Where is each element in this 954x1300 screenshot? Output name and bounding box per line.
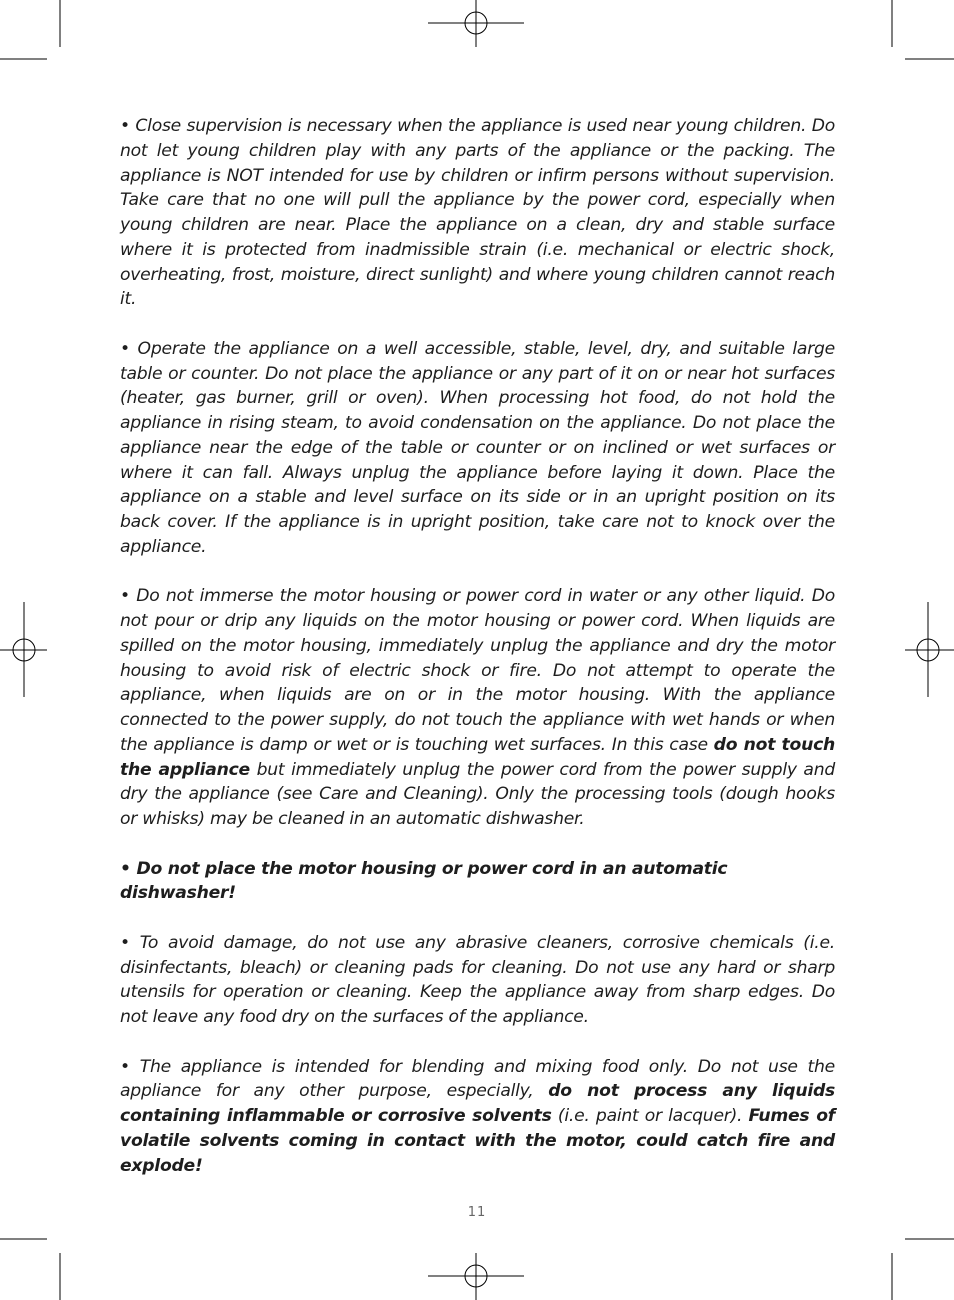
paragraph-dishwasher-warning bbox=[120, 857, 835, 907]
paragraph-liquids bbox=[120, 584, 835, 832]
paragraph-text: • Do not immerse the motor housing or power cord in water or any other liquid. Do not pour or drip any liquids on the motor housing or power cord. When liquids are spilled on the motor housing, immediately unplug the appliance and dry the motor housing to avoid risk of electric shock or fire. Do not attempt to operate the appliance, when liquids are on or in the motor housing. With the appliance connected to the power supply, do not touch the appliance with wet hands or when the appliance is damp or wet or is touching wet surfaces. In this case bbox=[120, 586, 835, 755]
registration-mark-right bbox=[905, 602, 954, 697]
paragraph-text: but immediately unplug the power cord from the power supply and dry the appliance (see Care and Cleaning). Only the processing tools (dough hooks or whisks) may be cleaned in an automatic dishwasher. bbox=[120, 759, 836, 829]
page-number: 11 bbox=[467, 1205, 487, 1220]
paragraph-placement bbox=[120, 337, 835, 560]
paragraph-text: • Close supervision is necessary when the appliance is used near young children. Do not let young children play with any parts of the appliance or the packing. The appliance is NOT intended for use by children or infirm persons without supervision. Take care that no one will pull the appliance by the power cord, especially when young children are near. Place the appliance on a clean, dry and stable surface where it is protected from inadmissible strain (i.e. mechanical or electric shock, overheating, frost, moisture, direct sunlight) and where young children cannot reach it. bbox=[120, 116, 835, 310]
paragraph-text: • Operate the appliance on a well accessible, stable, level, dry, and suitable large table or counter. Do not place the appliance or any part of it on or near hot surfaces (heater, gas burner, grill or oven). When processing hot food, do not hold the appliance in rising steam, to avoid condensation on the appliance. Do not place the appliance near the edge of the table or counter or on inclined or wet surfaces or where it can fall. Always unplug the appliance before laying it down. Place the appliance on a stable and level surface on its side or in an upright position on its back cover. If the appliance is in upright position, take care not to knock over the appliance. bbox=[120, 338, 835, 557]
registration-mark-top bbox=[428, 0, 524, 47]
emphasis-text: Fumes of volatile solvents coming in contact with the motor, could catch fire and explode! bbox=[120, 1106, 835, 1176]
paragraph-cleaning bbox=[120, 931, 835, 1030]
paragraph-text: (i.e. paint or lacquer). bbox=[551, 1106, 749, 1126]
registration-mark-bottom bbox=[428, 1253, 524, 1300]
emphasis-text: do not process any liquids containing inflammable or corrosive solvents bbox=[120, 1081, 835, 1126]
paragraph-text: • The appliance is intended for blending and mixing food only. Do not use the appliance for any other purpose, especially, bbox=[120, 1056, 835, 1102]
warning-text: • Do not place the motor housing or power cord in an automatic dishwasher! bbox=[120, 858, 728, 904]
paragraph-intended-use bbox=[120, 1055, 835, 1179]
paragraph-text: • To avoid damage, do not use any abrasive cleaners, corrosive chemicals (i.e. disinfectants, bleach) or cleaning pads for cleaning. Do not use any hard or sharp utensils for operation or cleaning. Keep the appliance away from sharp edges. Do not leave any food dry on the surfaces of the appliance. bbox=[120, 932, 835, 1027]
emphasis-text: do not touch the appliance bbox=[120, 734, 835, 780]
paragraph-supervision bbox=[120, 114, 835, 312]
registration-mark-left bbox=[0, 602, 47, 697]
safety-instructions bbox=[120, 114, 835, 1203]
